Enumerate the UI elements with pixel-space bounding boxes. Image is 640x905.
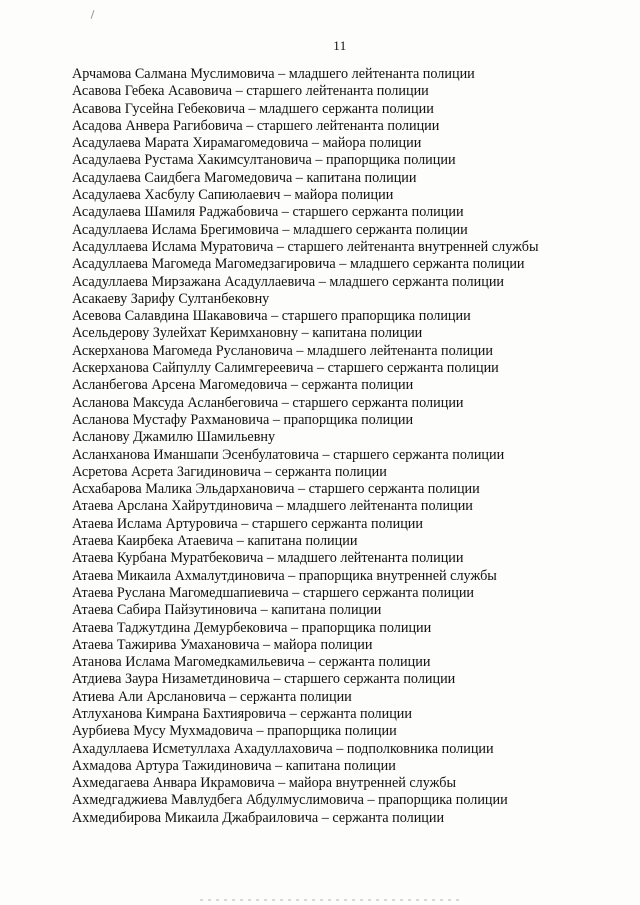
list-item: Асретова Асрета Загидиновича – сержанта полиции	[72, 463, 387, 480]
list-item: Атлуханова Кимрана Бахтияровича – сержанта полиции	[72, 705, 412, 722]
list-item: Атаева Курбана Муратбековича – младшего лейтенанта полиции	[72, 550, 464, 567]
list-item: Асадуллаева Магомеда Магомедзагировича – младшего сержанта полиции	[72, 256, 525, 273]
list-item: Атаева Руслана Магомедшапиевича – старшего сержанта полиции	[72, 584, 475, 601]
list-item: Атанова Ислама Магомедкамильевича – сержанта полиции	[72, 654, 431, 671]
list-item: Атаева Арслана Хайрутдиновича – младшего лейтенанта полиции	[72, 498, 473, 515]
list-item: Асадулаева Саидбега Магомедовича – капитана полиции	[72, 169, 417, 186]
list-item: Атдиева Заура Низаметдиновича – старшего сержанта полиции	[72, 671, 456, 688]
list-item: Асевова Салавдина Шакавовича – старшего прапорщика полиции	[72, 308, 471, 325]
list-item: Ахмедгаджиева Мавлудбега Абдулмуслимовича – прапорщика полиции	[72, 792, 508, 809]
list-item: Атаева Тажирива Умахановича – майора полиции	[72, 636, 373, 653]
list-item: Асланова Мустафу Рахмановича – прапорщика полиции	[72, 411, 414, 428]
list-item: Асланханова Иманшапи Эсенбулатовича – старшего сержанта полиции	[72, 446, 505, 463]
list-item: Атаева Таджутдина Демурбековича – прапорщика полиции	[72, 619, 432, 636]
list-item: Аурбиева Мусу Мухмадовича – прапорщика полиции	[72, 723, 397, 740]
list-item: Атаева Ислама Артуровича – старшего сержанта полиции	[72, 515, 423, 532]
list-item: Асавова Гусейна Гебековича – младшего сержанта полиции	[72, 100, 434, 117]
list-item: Атаева Микаила Ахмалутдиновича – прапорщика внутренней службы	[72, 567, 497, 584]
list-item: Асадуллаева Мирзажана Асадуллаевича – младшего сержанта полиции	[72, 273, 505, 290]
list-item: Арчамова Салмана Муслимовича – младшего лейтенанта полиции	[72, 66, 475, 82]
list-item: Асадуллаева Ислама Муратовича – старшего лейтенанта внутренней службы	[72, 238, 539, 255]
scan-noise	[200, 899, 460, 901]
list-item: Асадулаева Рустама Хакимсултановича – прапорщика полиции	[72, 152, 456, 169]
list-item: Атаева Сабира Пайзутиновича – капитана полиции	[72, 602, 382, 619]
list-item: Ахадуллаева Исметуллаха Ахадуллаховича – подполковника полиции	[72, 740, 494, 757]
list-item: Атаева Каирбека Атаевича – капитана полиции	[72, 533, 358, 550]
list-item: Асадова Анвера Рагибовича – старшего лейтенанта полиции	[72, 117, 440, 134]
list-item: Асланову Джамилю Шамильевну	[72, 429, 276, 446]
list-item: Асельдерову Зулейхат Керимхановну – капитана полиции	[72, 325, 423, 342]
page-number: 11	[333, 38, 347, 53]
list-item: Ахмадова Артура Тажидиновича – капитана полиции	[72, 757, 396, 774]
list-item: Ахмедагаева Анвара Икрамовича – майора внутренней службы	[72, 775, 457, 792]
list-item: Атиева Али Арслановича – сержанта полиции	[72, 688, 352, 705]
list-item: Асадулаева Марата Хирамагомедовича – майора полиции	[72, 135, 422, 152]
list-item: Асланбегова Арсена Магомедовича – сержанта полиции	[72, 377, 414, 394]
scan-mark	[91, 10, 95, 19]
award-list	[72, 66, 632, 827]
list-item: Асакаеву Зарифу Султанбековну	[72, 290, 270, 307]
list-item: Асавова Гебека Асавовича – старшего лейтенанта полиции	[72, 83, 429, 100]
list-item: Ахмедибирова Микаила Джабраиловича – сержанта полиции	[72, 809, 445, 826]
list-item: Аскерханова Сайпуллу Салимгереевича – старшего сержанта полиции	[72, 360, 499, 377]
list-item: Асадуллаева Ислама Брегимовича – младшего сержанта полиции	[72, 221, 468, 238]
list-item: Асадулаева Хасбулу Сапиюлаевич – майора полиции	[72, 187, 394, 204]
list-item: Асланова Максуда Асланбеговича – старшего сержанта полиции	[72, 394, 464, 411]
list-item: Асадулаева Шамиля Раджабовича – старшего сержанта полиции	[72, 204, 464, 221]
list-item: Асхабарова Малика Эльдархановича – старшего сержанта полиции	[72, 481, 480, 498]
list-item: Аскерханова Магомеда Руслановича – младшего лейтенанта полиции	[72, 342, 493, 359]
